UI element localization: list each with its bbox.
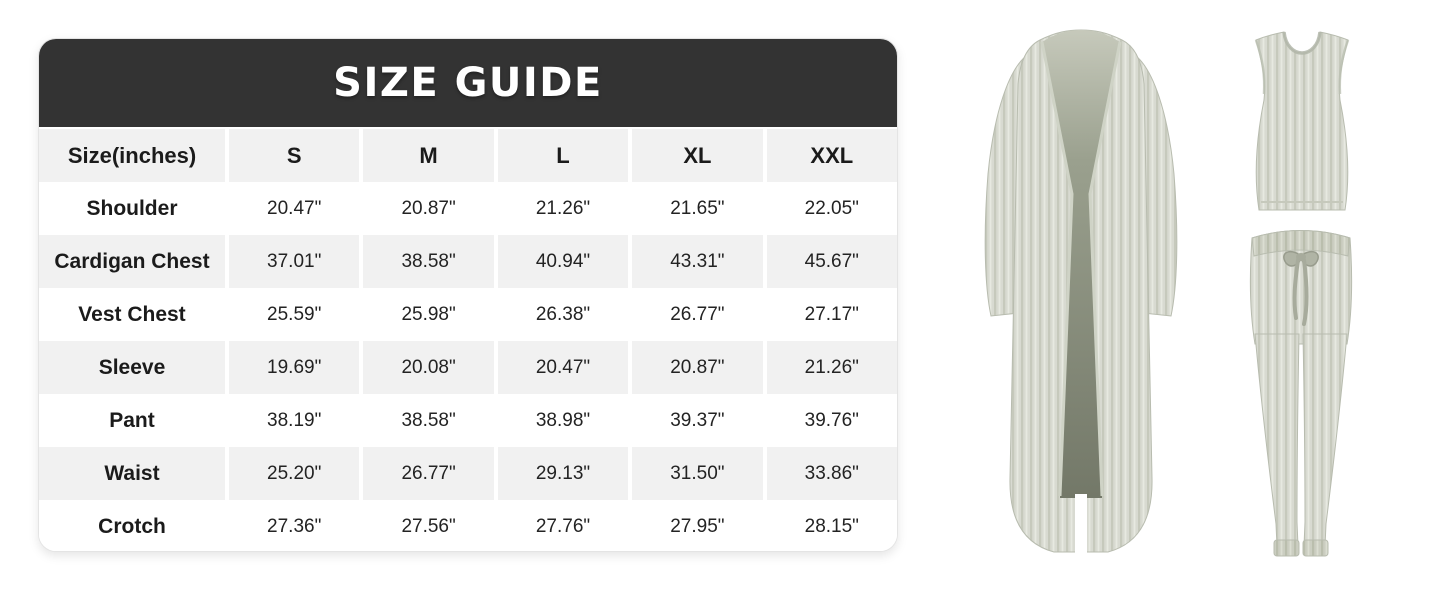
size-table xyxy=(39,127,897,552)
size-value-cell: 27.95" xyxy=(632,500,762,552)
size-value-cell: 20.87" xyxy=(632,341,762,394)
size-value-cell: 33.86" xyxy=(767,447,897,500)
size-value-cell: 45.67" xyxy=(767,235,897,288)
vest-image xyxy=(1240,28,1364,216)
size-value-cell: 43.31" xyxy=(632,235,762,288)
size-guide-header xyxy=(39,39,897,127)
row-label-pant: Pant xyxy=(39,394,225,447)
size-value-cell: 25.59" xyxy=(229,288,359,341)
size-value-cell: 20.47" xyxy=(229,182,359,235)
row-label-sleeve: Sleeve xyxy=(39,341,225,394)
size-value-cell: 26.77" xyxy=(632,288,762,341)
size-value-cell: 21.26" xyxy=(767,341,897,394)
size-value-cell: 27.76" xyxy=(498,500,628,552)
row-label-waist: Waist xyxy=(39,447,225,500)
row-label-cardigan-chest: Cardigan Chest xyxy=(39,235,225,288)
column-header-size: Size(inches) xyxy=(39,129,225,182)
column-header-xxl: XXL xyxy=(767,129,897,182)
size-value-cell: 26.77" xyxy=(363,447,493,500)
size-value-cell: 25.98" xyxy=(363,288,493,341)
column-header-l: L xyxy=(498,129,628,182)
size-value-cell: 21.65" xyxy=(632,182,762,235)
size-guide-card xyxy=(38,38,898,552)
size-value-cell: 20.47" xyxy=(498,341,628,394)
size-value-cell: 27.56" xyxy=(363,500,493,552)
row-label-shoulder: Shoulder xyxy=(39,182,225,235)
size-value-cell: 27.36" xyxy=(229,500,359,552)
size-value-cell: 19.69" xyxy=(229,341,359,394)
size-value-cell: 39.76" xyxy=(767,394,897,447)
size-value-cell: 21.26" xyxy=(498,182,628,235)
size-value-cell: 29.13" xyxy=(498,447,628,500)
size-value-cell: 38.19" xyxy=(229,394,359,447)
row-label-crotch: Crotch xyxy=(39,500,225,552)
size-value-cell: 27.17" xyxy=(767,288,897,341)
size-value-cell: 28.15" xyxy=(767,500,897,552)
column-header-s: S xyxy=(229,129,359,182)
size-value-cell: 39.37" xyxy=(632,394,762,447)
size-value-cell: 31.50" xyxy=(632,447,762,500)
size-value-cell: 38.98" xyxy=(498,394,628,447)
size-value-cell: 20.08" xyxy=(363,341,493,394)
column-header-xl: XL xyxy=(632,129,762,182)
size-value-cell: 38.58" xyxy=(363,235,493,288)
size-value-cell: 40.94" xyxy=(498,235,628,288)
pants-image xyxy=(1240,222,1362,560)
size-value-cell: 37.01" xyxy=(229,235,359,288)
size-value-cell: 20.87" xyxy=(363,182,493,235)
size-guide-title: SIZE GUIDE xyxy=(333,60,603,106)
column-header-m: M xyxy=(363,129,493,182)
size-value-cell: 22.05" xyxy=(767,182,897,235)
row-label-vest-chest: Vest Chest xyxy=(39,288,225,341)
cardigan-image xyxy=(976,26,1186,558)
size-value-cell: 25.20" xyxy=(229,447,359,500)
size-value-cell: 38.58" xyxy=(363,394,493,447)
size-value-cell: 26.38" xyxy=(498,288,628,341)
